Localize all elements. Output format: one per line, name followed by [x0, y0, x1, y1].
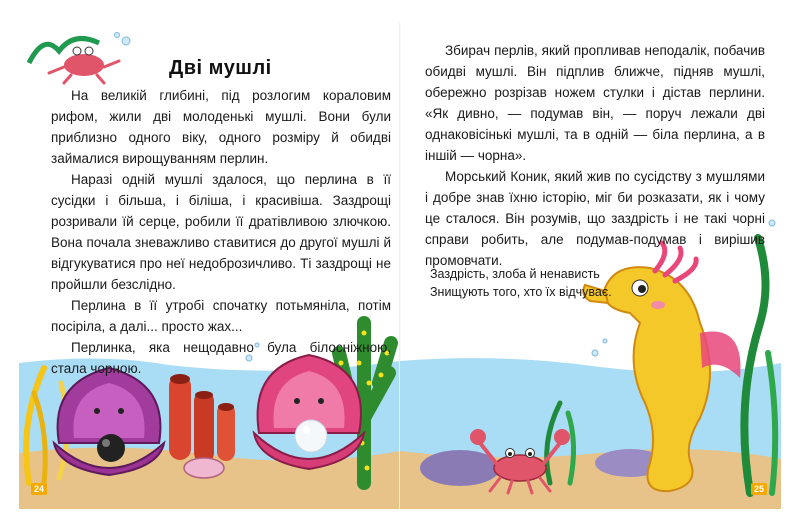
paragraph: Перлина в її утробі спочатку потьмяніла, потім посіріла, а далі... просто жах...	[51, 298, 391, 334]
paragraph: Морський Коник, який жив по сусідству з мушлями і добре знав їхню історію, міг би розказати, як і чому це сталося. Він розумів, що заздрість і не такі чорні справи робить, але подумав-подумав і вирішив промовчати.	[425, 169, 765, 268]
left-page-text	[51, 85, 391, 379]
crab-icon	[29, 33, 130, 84]
paragraph: На великій глибині, під розлогим кораловим рифом, жили дві молоденькі мушлі. Вони були приблизно одного віку, одного розміру й обидві займалися вирощуванням перлин.	[51, 88, 391, 166]
moral-poem	[430, 265, 612, 301]
paragraph: Перлинка, яка нещодавно була білосніжною, стала чорною.	[51, 340, 391, 376]
right-page-text	[425, 40, 765, 271]
page-number: 25	[751, 483, 767, 495]
book-spread	[19, 23, 781, 509]
page-number: 24	[31, 483, 47, 495]
right-page	[400, 23, 781, 509]
poem-line: Знищують того, хто їх відчуває.	[430, 285, 612, 299]
paragraph: Наразі одній мушлі здалося, що перлина в її сусідки і більша, і біліша, і красивіша. Заздрощі розривали їй серце, робили її дратівливою злючкою. Вона почала зневажливо ставитися до другої мушлі й відгукуватися про неї недоброзичливо. Ті заздрощі не пройшли безслідно.	[51, 172, 391, 292]
paragraph: Збирач перлів, який пропливав неподалік, побачив обидві мушлі. Він підплив ближче, підняв мушлі, обережно розрізав ножем стулки і дістав перлини. «Як дивно, — подумав він, — поруч лежали дві однаковісінькі мушлі, та в одній — біла перлина, а в іншій — чорна».	[425, 43, 765, 163]
left-page	[19, 23, 400, 509]
poem-line: Заздрість, злоба й ненависть	[430, 267, 600, 281]
story-title: Дві мушлі	[169, 57, 272, 79]
